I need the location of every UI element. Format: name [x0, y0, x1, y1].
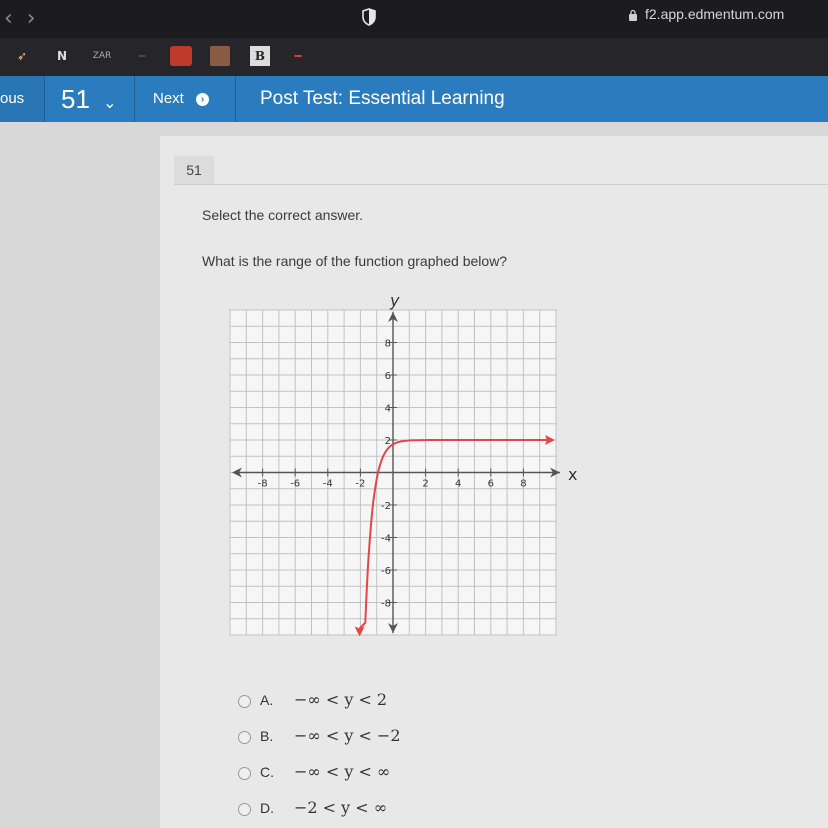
question-selector[interactable] [44, 76, 134, 122]
y-tick-label: 6 [384, 371, 391, 382]
x-tick-label: 8 [520, 478, 527, 490]
function-graph [222, 290, 582, 645]
instruction-text: Select the correct answer. [202, 207, 364, 223]
x-tick-label: 4 [455, 478, 462, 490]
x-tick-label: 6 [487, 478, 494, 490]
page-title: Post Test: Essential Learning [260, 88, 505, 109]
radio-button[interactable] [238, 803, 251, 816]
arrow-right-circle-icon: › [196, 93, 209, 106]
divider [174, 184, 828, 185]
y-tick-label: -6 [381, 566, 391, 577]
x-tick-label: 2 [422, 478, 429, 490]
next-button[interactable] [134, 76, 236, 122]
x-tick-label: -8 [257, 478, 268, 490]
choice-letter: B. [260, 728, 274, 744]
y-tick-label: 2 [384, 436, 391, 447]
bookmarks-bar [0, 38, 828, 77]
radio-button[interactable] [238, 731, 251, 744]
y-tick-label: -8 [381, 598, 391, 610]
x-tick-label: -6 [290, 478, 301, 490]
question-number: 51 [61, 84, 90, 114]
red-dash-icon[interactable]: ━ [294, 49, 302, 63]
choice-text: −∞ < y < 2 [294, 690, 388, 709]
doc-icon[interactable] [210, 46, 230, 66]
y-tick-label: 8 [384, 338, 391, 350]
bird-icon[interactable]: ➶ [16, 49, 28, 63]
question-number-badge: 51 [174, 156, 214, 184]
lock-icon [628, 9, 638, 21]
choice-text: −∞ < y < ∞ [294, 762, 391, 781]
x-axis-label: x [568, 465, 578, 484]
url-text: f2.app.edmentum.com [645, 6, 785, 22]
chevron-down-icon: ⌄ [103, 95, 117, 112]
app-header [0, 76, 828, 122]
next-label: Next [153, 90, 184, 107]
y-tick-label: -4 [381, 533, 391, 545]
x-tick-label: -2 [355, 478, 366, 490]
previous-button[interactable]: ous [0, 76, 44, 122]
choice-letter: C. [260, 764, 274, 780]
y-tick-label: 4 [384, 403, 391, 415]
choice-a[interactable] [238, 690, 538, 714]
y-tick-label: -2 [381, 501, 391, 512]
n-icon[interactable]: N [56, 49, 68, 63]
choice-d[interactable] [238, 798, 538, 822]
choice-letter: D. [260, 800, 274, 816]
zar-icon[interactable]: ZAR [92, 51, 112, 61]
choice-c[interactable] [238, 762, 538, 786]
back-forward-icon[interactable]: ‹› [4, 6, 50, 31]
red-logo-icon[interactable] [170, 46, 192, 66]
y-axis-label: y [390, 291, 400, 310]
radio-button[interactable] [238, 767, 251, 780]
choice-text: −∞ < y < −2 [294, 726, 401, 745]
choice-letter: A. [260, 692, 274, 708]
question-text: What is the range of the function graphed below? [202, 253, 508, 269]
choice-b[interactable] [238, 726, 538, 750]
shield-icon[interactable] [362, 8, 376, 26]
choice-text: −2 < y < ∞ [294, 798, 388, 817]
dash-icon[interactable]: ╌ [138, 49, 146, 63]
b-icon[interactable]: B [250, 46, 270, 66]
browser-toolbar [0, 0, 828, 38]
x-tick-label: -4 [322, 478, 333, 490]
radio-button[interactable] [238, 695, 251, 708]
